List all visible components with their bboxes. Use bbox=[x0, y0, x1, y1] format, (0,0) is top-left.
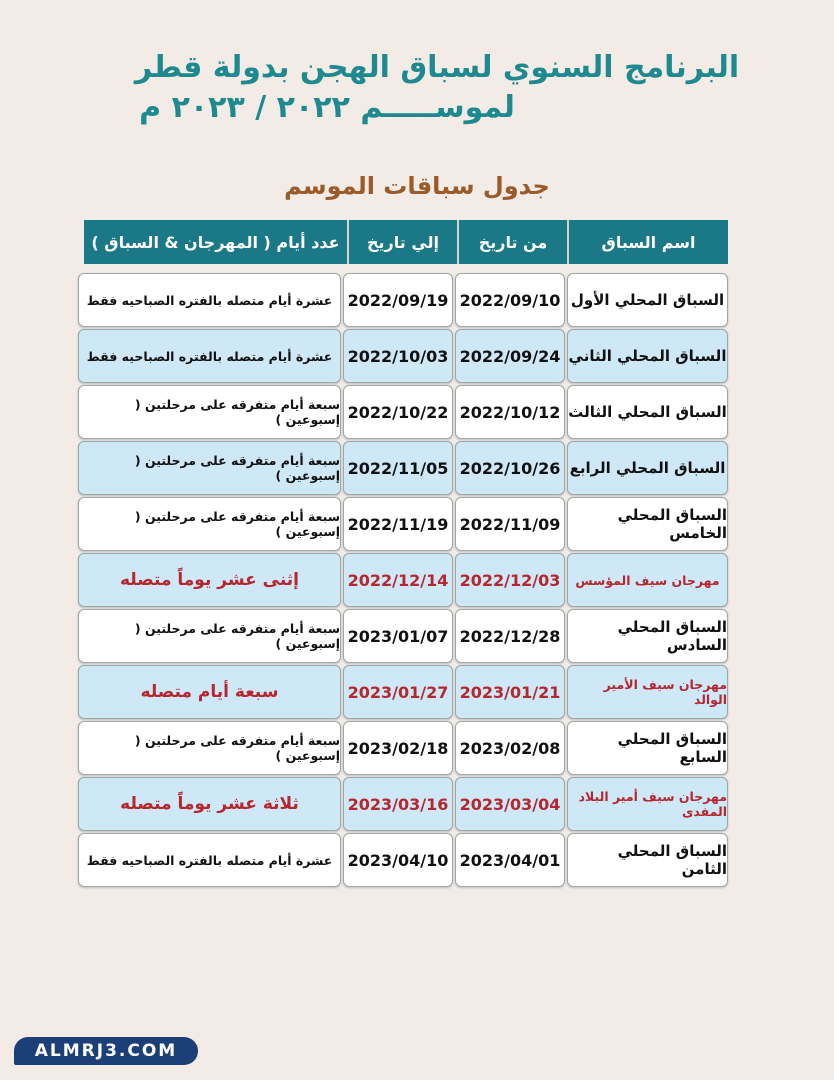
days-cell: عشرة أيام متصله بالفتره الصباحيه فقط bbox=[78, 329, 341, 383]
to-date-cell: 2023/01/07 bbox=[343, 609, 453, 663]
table-row bbox=[84, 272, 728, 328]
race-name-cell: السباق المحلي الثاني bbox=[567, 329, 728, 383]
header-to: إلي تاريخ bbox=[347, 220, 457, 264]
to-date-cell: 2022/09/19 bbox=[343, 273, 453, 327]
from-date-cell: 2022/09/24 bbox=[455, 329, 565, 383]
site-logo: ALMRJ3.COM bbox=[14, 1037, 198, 1065]
page-title bbox=[0, 48, 834, 128]
table-row bbox=[84, 328, 728, 384]
table-row bbox=[84, 552, 728, 608]
to-date-cell: 2023/02/18 bbox=[343, 721, 453, 775]
table-row bbox=[84, 384, 728, 440]
table-row bbox=[84, 608, 728, 664]
days-cell: سبعة أيام متفرقه على مرحلتين ( إسبوعين ) bbox=[78, 497, 341, 551]
table-row bbox=[84, 496, 728, 552]
to-date-cell: 2023/03/16 bbox=[343, 777, 453, 831]
table-row bbox=[84, 832, 728, 888]
days-cell: سبعة أيام متفرقه على مرحلتين ( إسبوعين ) bbox=[78, 441, 341, 495]
race-name-cell: مهرجان سيف أمير البلاد المفدى bbox=[567, 777, 728, 831]
from-date-cell: 2023/01/21 bbox=[455, 665, 565, 719]
race-name-cell: السباق المحلي الثالث bbox=[567, 385, 728, 439]
to-date-cell: 2022/11/05 bbox=[343, 441, 453, 495]
days-cell: سبعة أيام متفرقه على مرحلتين ( إسبوعين ) bbox=[78, 609, 341, 663]
from-date-cell: 2023/02/08 bbox=[455, 721, 565, 775]
header-name: اسم السباق bbox=[567, 220, 728, 264]
to-date-cell: 2023/01/27 bbox=[343, 665, 453, 719]
table-header bbox=[84, 220, 728, 264]
table-row bbox=[84, 720, 728, 776]
race-name-cell: مهرجان سيف المؤسس bbox=[567, 553, 728, 607]
header-days: عدد أيام ( المهرجان & السباق ) bbox=[91, 232, 340, 252]
days-cell: ثلاثة عشر يوماً متصله bbox=[78, 777, 341, 831]
race-name-cell: مهرجان سيف الأمير الوالد bbox=[567, 665, 728, 719]
from-date-cell: 2023/03/04 bbox=[455, 777, 565, 831]
title-line2: لموســـــم ٢٠٢٢ / ٢٠٢٣ م bbox=[139, 90, 515, 125]
days-cell: سبعة أيام متفرقه على مرحلتين ( إسبوعين ) bbox=[78, 721, 341, 775]
race-name-cell: السباق المحلي الثامن bbox=[567, 833, 728, 887]
from-date-cell: 2022/09/10 bbox=[455, 273, 565, 327]
table-subtitle: جدول سباقات الموسم bbox=[284, 172, 550, 200]
race-name-cell: السباق المحلي الأول bbox=[567, 273, 728, 327]
race-name-cell: السباق المحلي الخامس bbox=[567, 497, 728, 551]
to-date-cell: 2022/11/19 bbox=[343, 497, 453, 551]
title-line1: البرنامج السنوي لسباق الهجن بدولة قطر bbox=[134, 50, 740, 85]
from-date-cell: 2022/10/12 bbox=[455, 385, 565, 439]
from-date-cell: 2022/10/26 bbox=[455, 441, 565, 495]
from-date-cell: 2023/04/01 bbox=[455, 833, 565, 887]
from-date-cell: 2022/11/09 bbox=[455, 497, 565, 551]
table-row bbox=[84, 776, 728, 832]
days-cell: عشرة أيام متصله بالفتره الصباحيه فقط bbox=[78, 273, 341, 327]
days-cell: سبعة أيام متصله bbox=[78, 665, 341, 719]
table-row bbox=[84, 664, 728, 720]
days-cell: عشرة أيام متصله بالفتره الصباحيه فقط bbox=[78, 833, 341, 887]
from-date-cell: 2022/12/28 bbox=[455, 609, 565, 663]
days-cell: إثنى عشر يوماً متصله bbox=[78, 553, 341, 607]
from-date-cell: 2022/12/03 bbox=[455, 553, 565, 607]
race-name-cell: السباق المحلي الرابع bbox=[567, 441, 728, 495]
header-from: من تاريخ bbox=[457, 220, 567, 264]
days-cell: سبعة أيام متفرقه على مرحلتين ( إسبوعين ) bbox=[78, 385, 341, 439]
to-date-cell: 2022/10/03 bbox=[343, 329, 453, 383]
race-name-cell: السباق المحلي السابع bbox=[567, 721, 728, 775]
table-row bbox=[84, 440, 728, 496]
races-table bbox=[84, 220, 728, 888]
to-date-cell: 2022/10/22 bbox=[343, 385, 453, 439]
to-date-cell: 2022/12/14 bbox=[343, 553, 453, 607]
race-name-cell: السباق المحلي السادس bbox=[567, 609, 728, 663]
to-date-cell: 2023/04/10 bbox=[343, 833, 453, 887]
